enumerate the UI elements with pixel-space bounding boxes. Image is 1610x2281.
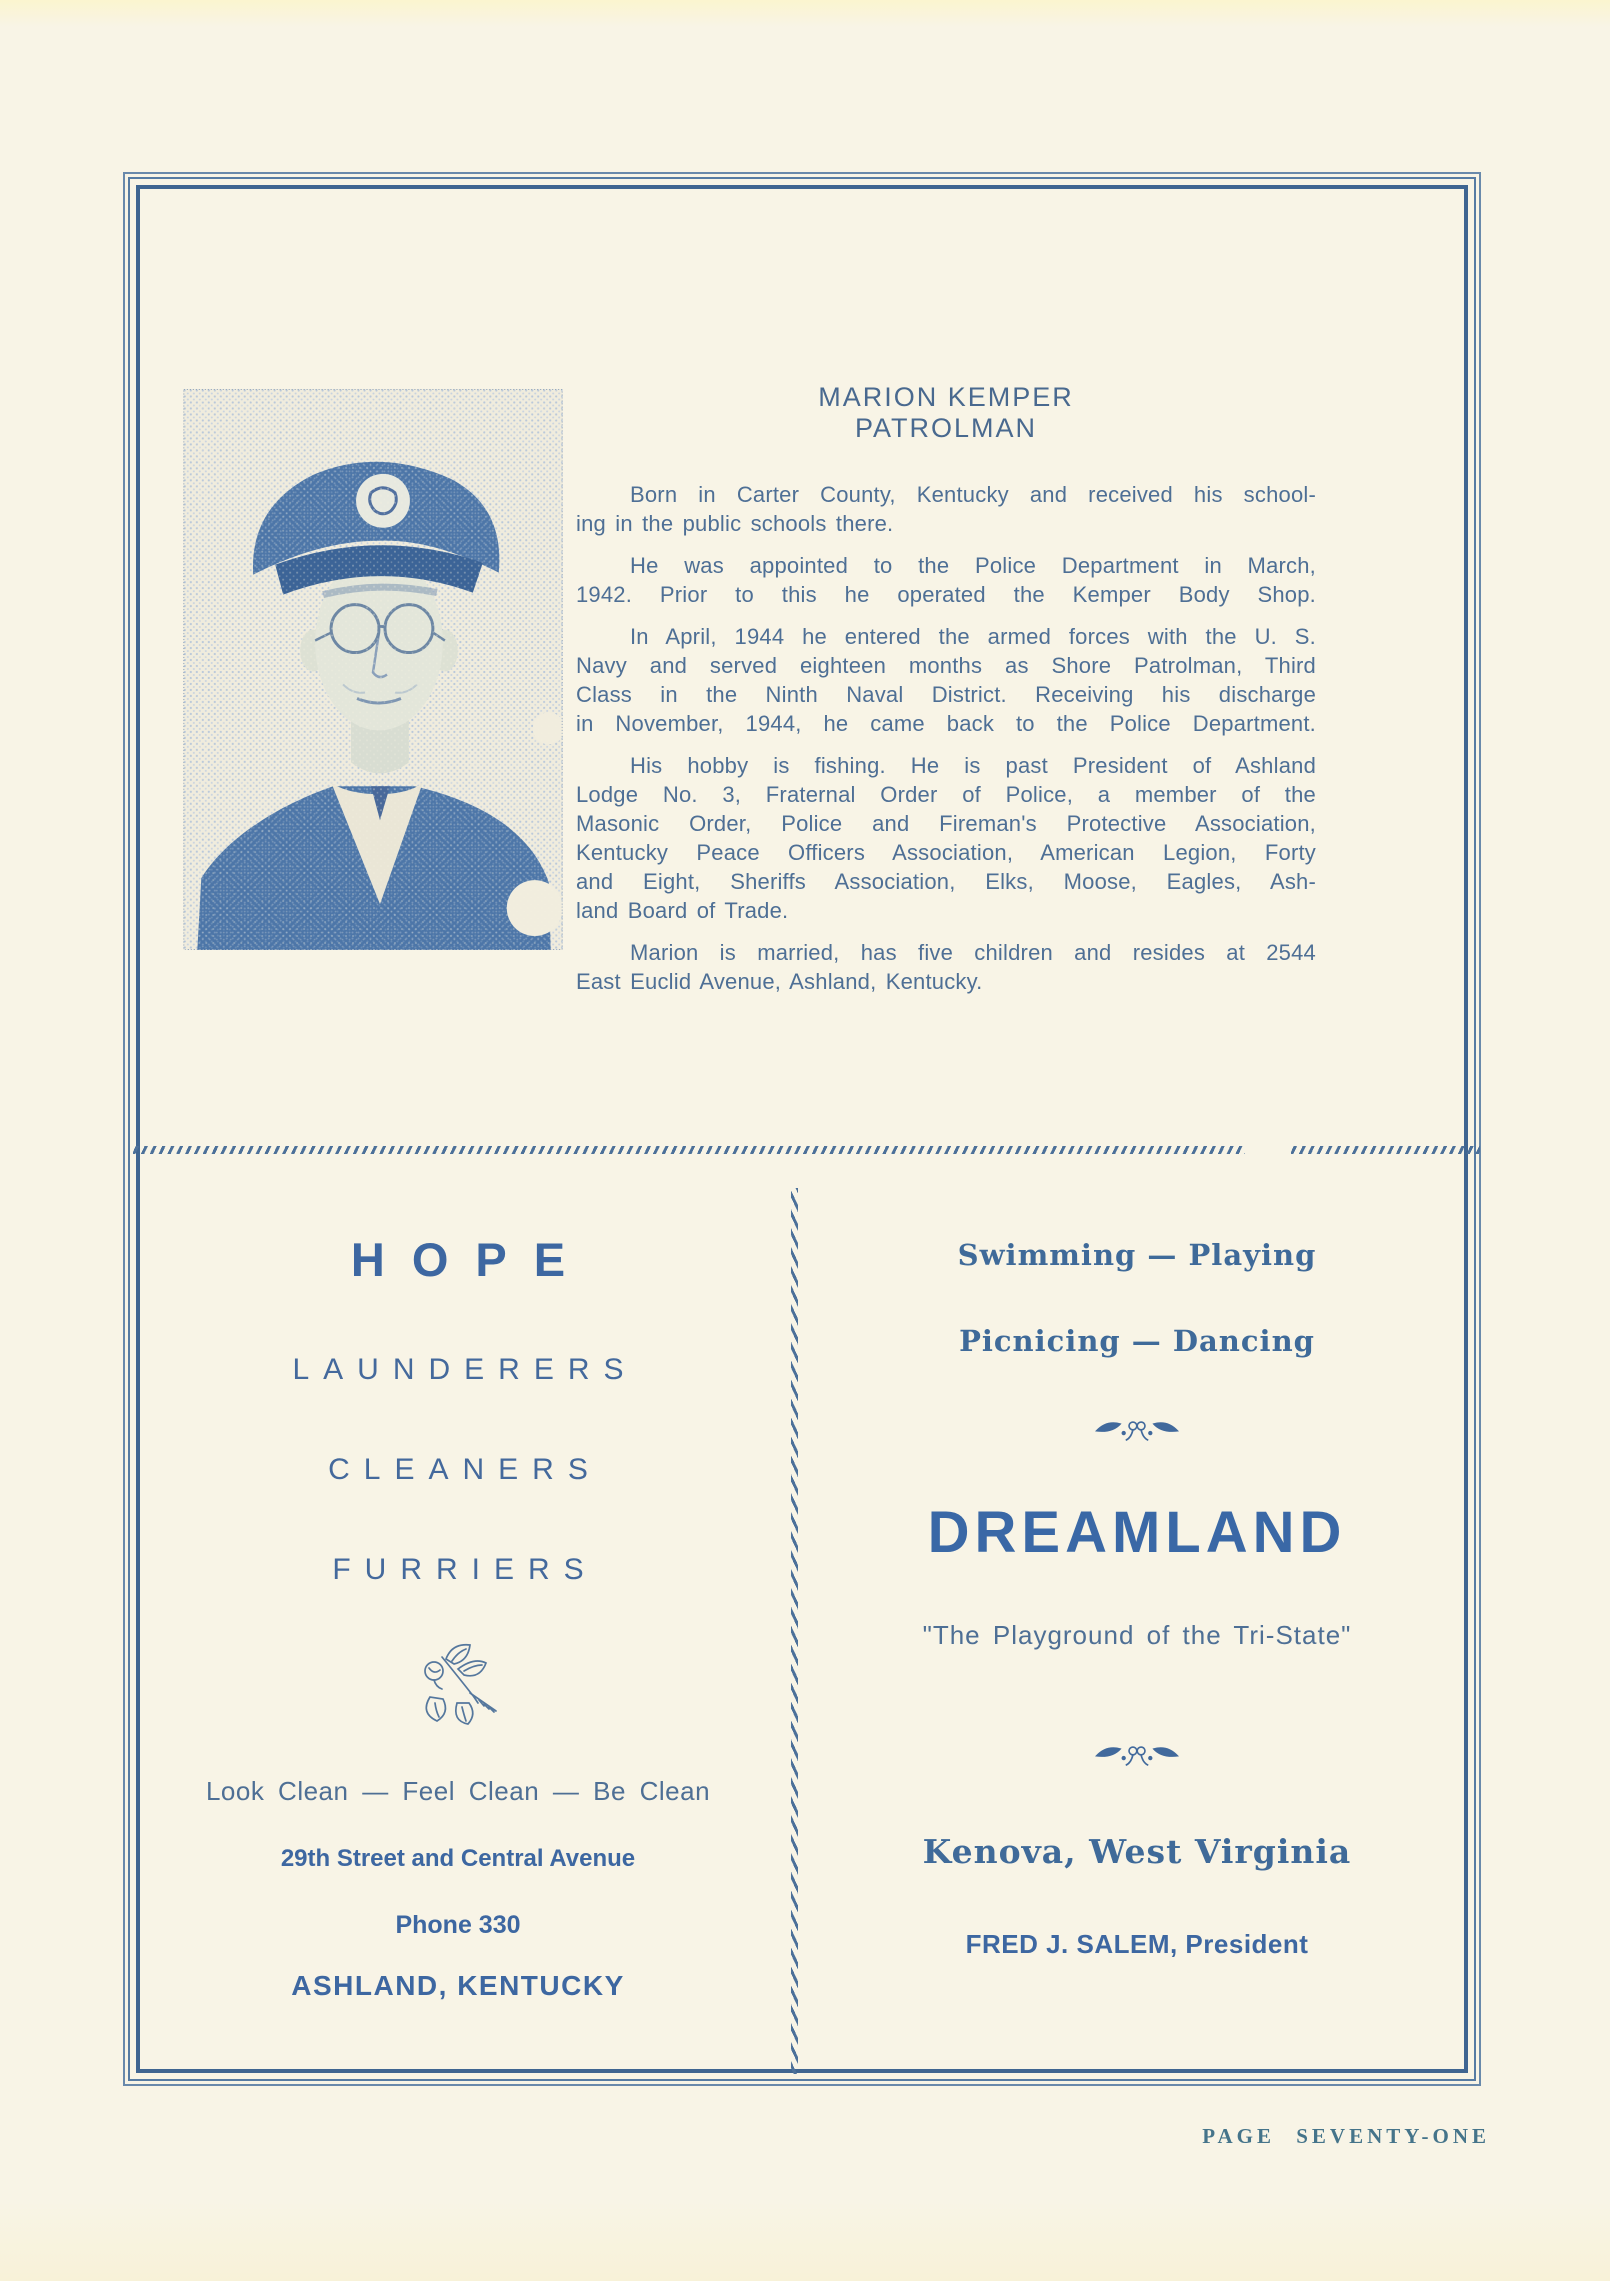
hope-slogan: Look Clean — Feel Clean — Be Clean (205, 1776, 711, 1806)
bio-text-line: 1942. Prior to this he operated the Kemper Body Shop. (576, 582, 1316, 607)
dreamland-ad (812, 1238, 1462, 1960)
biography-section (576, 382, 1316, 1009)
bio-text-line: Navy and served eighteen months as Shore Patrolman, Third (576, 653, 1316, 678)
bio-text-line: Born in Carter County, Kentucky and received his school- (630, 482, 1316, 507)
hope-city: ASHLAND, KENTUCKY (291, 1970, 625, 2001)
hope-service-launderers: LAUNDERERS (292, 1353, 638, 1386)
dreamland-tagline: "The Playground of the Tri-State" (922, 1620, 1352, 1650)
bio-text-line: Masonic Order, Police and Fireman's Protective Association, (576, 811, 1316, 836)
bio-paragraph-3 (576, 622, 1316, 738)
dreamland-activities-line-1: Swimming — Playing (957, 1238, 1317, 1272)
hope-service-furriers: FURRIERS (332, 1553, 598, 1586)
bio-text-line: His hobby is fishing. He is past President of Ashland (630, 753, 1316, 778)
dreamland-location: Kenova, West Virginia (922, 1832, 1352, 1871)
bio-paragraph-2 (576, 551, 1316, 609)
flower-sprig-icon (410, 1637, 506, 1729)
bio-text-line: Kentucky Peace Officers Association, American Legion, Forty (576, 840, 1316, 865)
hope-service-cleaners: CLEANERS (328, 1453, 602, 1486)
wavy-horizontal-divider (133, 1146, 1245, 1154)
fleuron-ornament-icon (1093, 1737, 1181, 1773)
hope-cleaners-ad (133, 1232, 783, 2002)
bio-paragraphs (576, 480, 1316, 996)
dreamland-ad-name: DREAMLAND (927, 1500, 1347, 1565)
hope-address: 29th Street and Central Avenue (280, 1845, 636, 1872)
patrolman-photo (183, 389, 563, 950)
bio-text-line: in November, 1944, he came back to the Police Department. (576, 711, 1316, 736)
fleuron-ornament-icon (1093, 1412, 1181, 1448)
bio-paragraph-5 (576, 938, 1316, 996)
hope-ad-name: HOPE (350, 1233, 593, 1286)
bio-text-line: and Eight, Sheriffs Association, Elks, Moose, Eagles, Ash- (576, 869, 1316, 894)
bio-text-line: ing in the public schools there. (576, 511, 894, 536)
dreamland-president: FRED J. SALEM, President (965, 1929, 1309, 1959)
bio-text-line: East Euclid Avenue, Ashland, Kentucky. (576, 969, 983, 994)
bio-text-line: In April, 1944 he entered the armed forces with the U. S. (630, 624, 1316, 649)
bio-role-heading: PATROLMAN (854, 413, 1038, 443)
dreamland-activities-line-2: Picnicing — Dancing (959, 1324, 1315, 1358)
wavy-vertical-divider (791, 1188, 798, 2074)
wavy-horizontal-divider (1291, 1146, 1480, 1154)
hope-phone: Phone 330 (395, 1911, 521, 1939)
bio-text-line: land Board of Trade. (576, 898, 789, 923)
bio-name-heading: MARION KEMPER (818, 382, 1074, 412)
bio-text-line: Lodge No. 3, Fraternal Order of Police, a member of the (576, 782, 1316, 807)
bio-text-line: Class in the Ninth Naval District. Receiving his discharge (576, 682, 1316, 707)
page-number-label: PAGE SEVENTY-ONE (1202, 2124, 1490, 2148)
bio-text-line: He was appointed to the Police Department in March, (630, 553, 1316, 578)
bio-paragraph-1 (576, 480, 1316, 538)
bio-text-line: Marion is married, has five children and resides at 2544 (630, 940, 1316, 965)
bio-paragraph-4 (576, 751, 1316, 925)
